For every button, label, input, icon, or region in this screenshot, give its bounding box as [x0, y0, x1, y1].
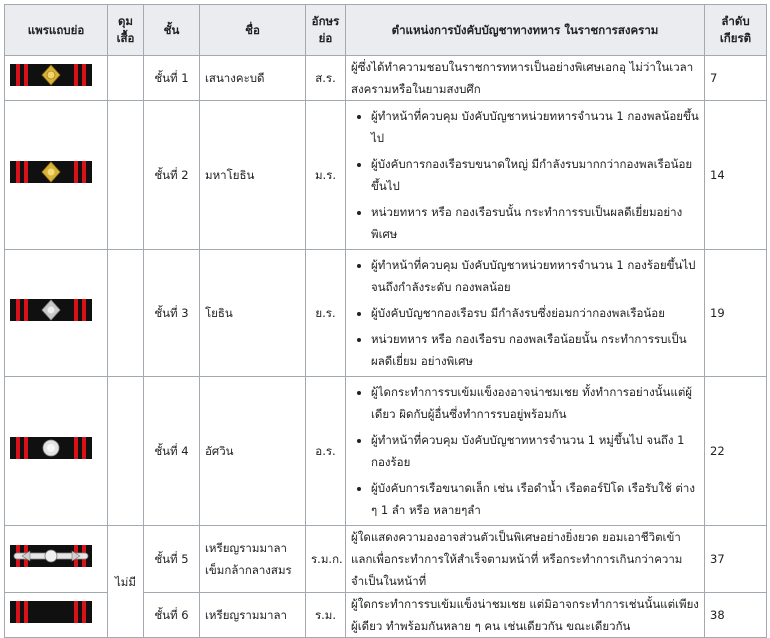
- list-item: • ผู้ทำหน้าที่ควบคุม บังคับบัญชาหน่วยทหารจำนวน 1 กองพลน้อยขึ้นไป: [371, 105, 699, 149]
- button-cell: ไม่มี: [108, 526, 144, 638]
- position-list: [351, 105, 699, 245]
- ribbon-cell: [5, 56, 108, 101]
- ribbon-cell: [5, 250, 108, 377]
- name-cell: โยธิน: [200, 250, 306, 377]
- list-item: • ผู้บังคับบัญชากองเรือรบ มีกำลังรบซึ่งย่อมกว่ากองพลเรือน้อย: [371, 302, 699, 324]
- position-cell: [346, 250, 705, 377]
- name-cell: เหรียญรามมาลา เข็มกล้ากลางสมร: [200, 526, 306, 593]
- orders-table: [4, 4, 767, 638]
- rank-cell: 14: [705, 101, 767, 250]
- name-cell: อัศวิน: [200, 377, 306, 526]
- list-item: • หน่วยทหาร หรือ กองเรือรบนั้น กระทำการรบเป็นผลดีเยี่ยมอย่างพิเศษ: [371, 201, 699, 245]
- header-name: ชื่อ: [200, 5, 306, 56]
- ribbon-cell: [5, 377, 108, 526]
- abbr-cell: ม.ร.: [306, 101, 346, 250]
- level-cell: ชั้นที่ 2: [144, 101, 200, 250]
- header-button: ดุมเสื้อ: [108, 5, 144, 56]
- level-cell: ชั้นที่ 3: [144, 250, 200, 377]
- position-list: [351, 381, 699, 521]
- abbr-cell: ส.ร.: [306, 56, 346, 101]
- rosette-silver-icon: [10, 299, 102, 328]
- table-row: [5, 101, 767, 250]
- name-cell: มหาโยธิน: [200, 101, 306, 250]
- ribbon-cell: [5, 526, 108, 593]
- list-item: • ผู้ไดกระทำการรบเข้มแข็งองอาจน่าชมเชย ทั้งทำการอย่างนั้นแต่ผู้เดียว ผิดกับผู้อื่นซึ่งทำการรบอยู่พร้อมกัน: [371, 381, 699, 425]
- list-item: • หน่วยทหาร หรือ กองเรือรบ กองพลเรือน้อยนั้น กระทำการรบเป็นผลดีเยี่ยม อย่างพิเศษ: [371, 328, 699, 372]
- header-row: [5, 5, 767, 56]
- abbr-cell: ย.ร.: [306, 250, 346, 377]
- header-position: ตำแหน่งการบังคับบัญชาทางทหาร ในราชการสงคราม: [346, 5, 705, 56]
- rank-cell: 37: [705, 526, 767, 593]
- table-row: [5, 377, 767, 526]
- abbr-cell: อ.ร.: [306, 377, 346, 526]
- table-row: [5, 526, 767, 593]
- list-item: • ผู้บังคับการกองเรือรบขนาดใหญ่ มีกำลังรบมากกว่ากองพลเรือน้อยขึ้นไป: [371, 153, 699, 197]
- ribbon-cell: [5, 101, 108, 250]
- button-cell: [108, 101, 144, 250]
- level-cell: ชั้นที่ 1: [144, 56, 200, 101]
- rank-cell: 19: [705, 250, 767, 377]
- name-cell: เสนางคะบดี: [200, 56, 306, 101]
- silver-disc-icon: [10, 437, 102, 466]
- silver-sword-bar-icon: [10, 545, 102, 574]
- abbr-cell: ร.ม.: [306, 593, 346, 638]
- position-cell: [346, 101, 705, 250]
- rank-cell: 22: [705, 377, 767, 526]
- button-cell: [108, 250, 144, 377]
- level-cell: ชั้นที่ 4: [144, 377, 200, 526]
- rosette-gold-icon: [10, 161, 102, 190]
- position-cell: ผู้ใดกระทำการรบเข้มแข็งน่าชมเชย แต่มิอาจกระทำการเช่นนั้นแต่เพียงผู้เดียว ทำพร้อมกันหลาย ๆ คน เช่นเดียวกัน ขณะเดียวกัน: [346, 593, 705, 638]
- list-item: • ผู้ทำหน้าที่ควบคุม บังคับบัญชาทหารจำนวน 1 หมู่ขึ้นไป จนถึง 1 กองร้อย: [371, 429, 699, 473]
- header-rank: ลำดับเกียรติ: [705, 5, 767, 56]
- position-list: [351, 254, 699, 372]
- position-cell: ผู้ซึ่งได้ทำความชอบในราชการทหารเป็นอย่างพิเศษเอกอุ ไม่ว่าในเวลาสงครามหรือในยามสงบศึก: [346, 56, 705, 101]
- button-cell: [108, 377, 144, 526]
- abbr-cell: ร.ม.ก.: [306, 526, 346, 593]
- level-cell: ชั้นที่ 6: [144, 593, 200, 638]
- header-ribbon: แพรแถบย่อ: [5, 5, 108, 56]
- plain-ribbon-icon: [10, 601, 102, 630]
- list-item: • ผู้บังคับการเรือขนาดเล็ก เช่น เรือดำน้ำ เรือตอร์ปิโด เรือรับใช้ ต่าง ๆ 1 ลำ หรือ หลายๆลำ: [371, 477, 699, 521]
- name-cell: เหรียญรามมาลา: [200, 593, 306, 638]
- header-level: ชั้น: [144, 5, 200, 56]
- ribbon-cell: [5, 593, 108, 638]
- level-cell: ชั้นที่ 5: [144, 526, 200, 593]
- table-row: [5, 56, 767, 101]
- position-cell: ผู้ใดแสดงความองอาจส่วนตัวเป็นพิเศษอย่างยิ่งยวด ยอมเอาชีวิตเข้าแลกเพื่อกระทำการให้สำเร็จตามหน้าที่ หรือกระทำการเกินกว่าความจำเป็นในหน้าที่: [346, 526, 705, 593]
- rank-cell: 7: [705, 56, 767, 101]
- position-cell: [346, 377, 705, 526]
- button-cell: [108, 56, 144, 101]
- list-item: • ผู้ทำหน้าที่ควบคุม บังคับบัญชาหน่วยทหารจำนวน 1 กองร้อยขึ้นไป จนถึงกำลังระดับ กองพลน้อย: [371, 254, 699, 298]
- rank-cell: 38: [705, 593, 767, 638]
- table-row: [5, 250, 767, 377]
- header-abbr: อักษรย่อ: [306, 5, 346, 56]
- rosette-gold-crowned-icon: [10, 64, 102, 93]
